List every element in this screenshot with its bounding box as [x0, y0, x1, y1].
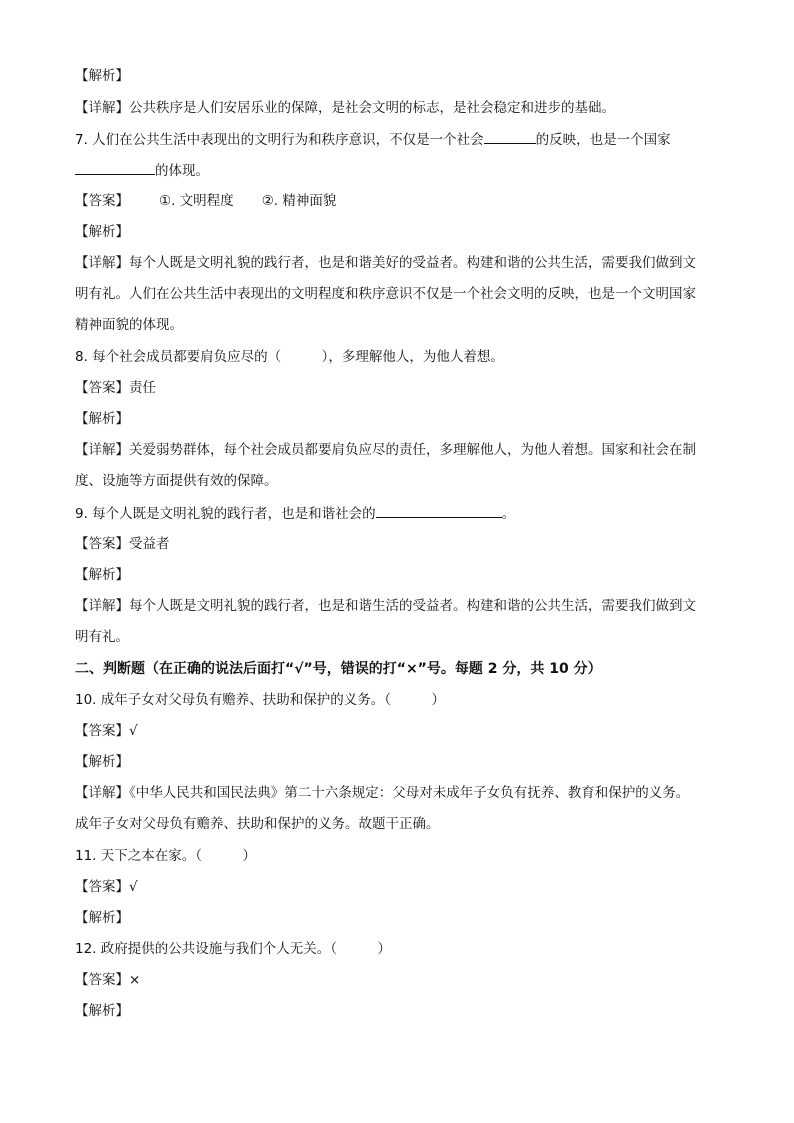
detail-text: 成年子女对父母负有赡养、扶助和保护的义务。故题干正确。	[75, 816, 440, 832]
analysis-label: 【解析】	[75, 1003, 129, 1019]
answer-blank	[75, 160, 155, 175]
detail-text: 【详解】关爱弱势群体，每个社会成员都要肩负应尽的责任，多理解他人，为他人着想。国家和社会在制	[75, 442, 696, 458]
question-7-text-b: 的反映，也是一个国家	[535, 132, 671, 148]
answer-10: 【答案】√	[75, 723, 138, 739]
question-12: 12. 政府提供的公共设施与我们个人无关。（ ）	[75, 941, 392, 957]
analysis-label: 【解析】	[75, 910, 129, 926]
analysis-label: 【解析】	[75, 567, 129, 583]
question-9	[75, 503, 515, 524]
question-7-text-a: 7. 人们在公共生活中表现出的文明行为和秩序意识，不仅是一个社会	[75, 132, 484, 148]
question-11: 11. 天下之本在家。（ ）	[75, 848, 257, 864]
question-8: 8. 每个社会成员都要肩负应尽的（ ），多理解他人，为他人着想。	[75, 349, 504, 365]
analysis-label: 【解析】	[75, 68, 129, 84]
question-9-text-b: 。	[501, 506, 516, 522]
detail-text: 明有礼。人们在公共生活中表现出的文明程度和秩序意识不仅是一个社会文明的反映，也是一个文明国家	[75, 286, 696, 302]
detail-text: 【详解】《中华人民共和国民法典》第二十六条规定：父母对未成年子女负有抚养、教育和保护的义务。	[75, 785, 690, 801]
answer-9: 【答案】受益者	[75, 536, 170, 552]
detail-text: 明有礼。	[75, 629, 129, 645]
answer-label: 【答案】	[75, 193, 129, 209]
question-10: 10. 成年子女对父母负有赡养、扶助和保护的义务。（ ）	[75, 692, 446, 708]
answer-8: 【答案】责任	[75, 380, 156, 396]
answer-11: 【答案】√	[75, 879, 138, 895]
question-7-cont	[75, 160, 209, 181]
answer-7	[75, 191, 336, 211]
answer-blank	[376, 503, 502, 518]
answer-7-item-1: ①. 文明程度	[159, 193, 234, 209]
question-9-text-a: 9. 每个人既是文明礼貌的践行者，也是和谐社会的	[75, 506, 376, 522]
analysis-label: 【解析】	[75, 224, 129, 240]
answer-blank	[484, 129, 536, 144]
question-7-text-c: 的体现。	[155, 163, 209, 179]
detail-text: 【详解】每个人既是文明礼貌的践行者，也是和谐美好的受益者。构建和谐的公共生活，需要我们做到文	[75, 255, 696, 271]
answer-7-item-2: ②. 精神面貌	[261, 193, 337, 209]
section-heading: 二、判断题（在正确的说法后面打“√”号，错误的打“×”号。每题 2 分，共 10 分）	[75, 661, 602, 677]
question-7	[75, 129, 671, 150]
detail-text: 精神面貌的体现。	[75, 317, 183, 333]
detail-text: 【详解】每个人既是文明礼貌的践行者，也是和谐生活的受益者。构建和谐的公共生活，需要我们做到文	[75, 598, 696, 614]
detail-text: 度、设施等方面提供有效的保障。	[75, 473, 278, 489]
analysis-label: 【解析】	[75, 754, 129, 770]
analysis-label: 【解析】	[75, 411, 129, 427]
answer-12: 【答案】×	[75, 972, 141, 988]
detail-text: 【详解】公共秩序是人们安居乐业的保障，是社会文明的标志，是社会稳定和进步的基础。	[75, 100, 615, 116]
